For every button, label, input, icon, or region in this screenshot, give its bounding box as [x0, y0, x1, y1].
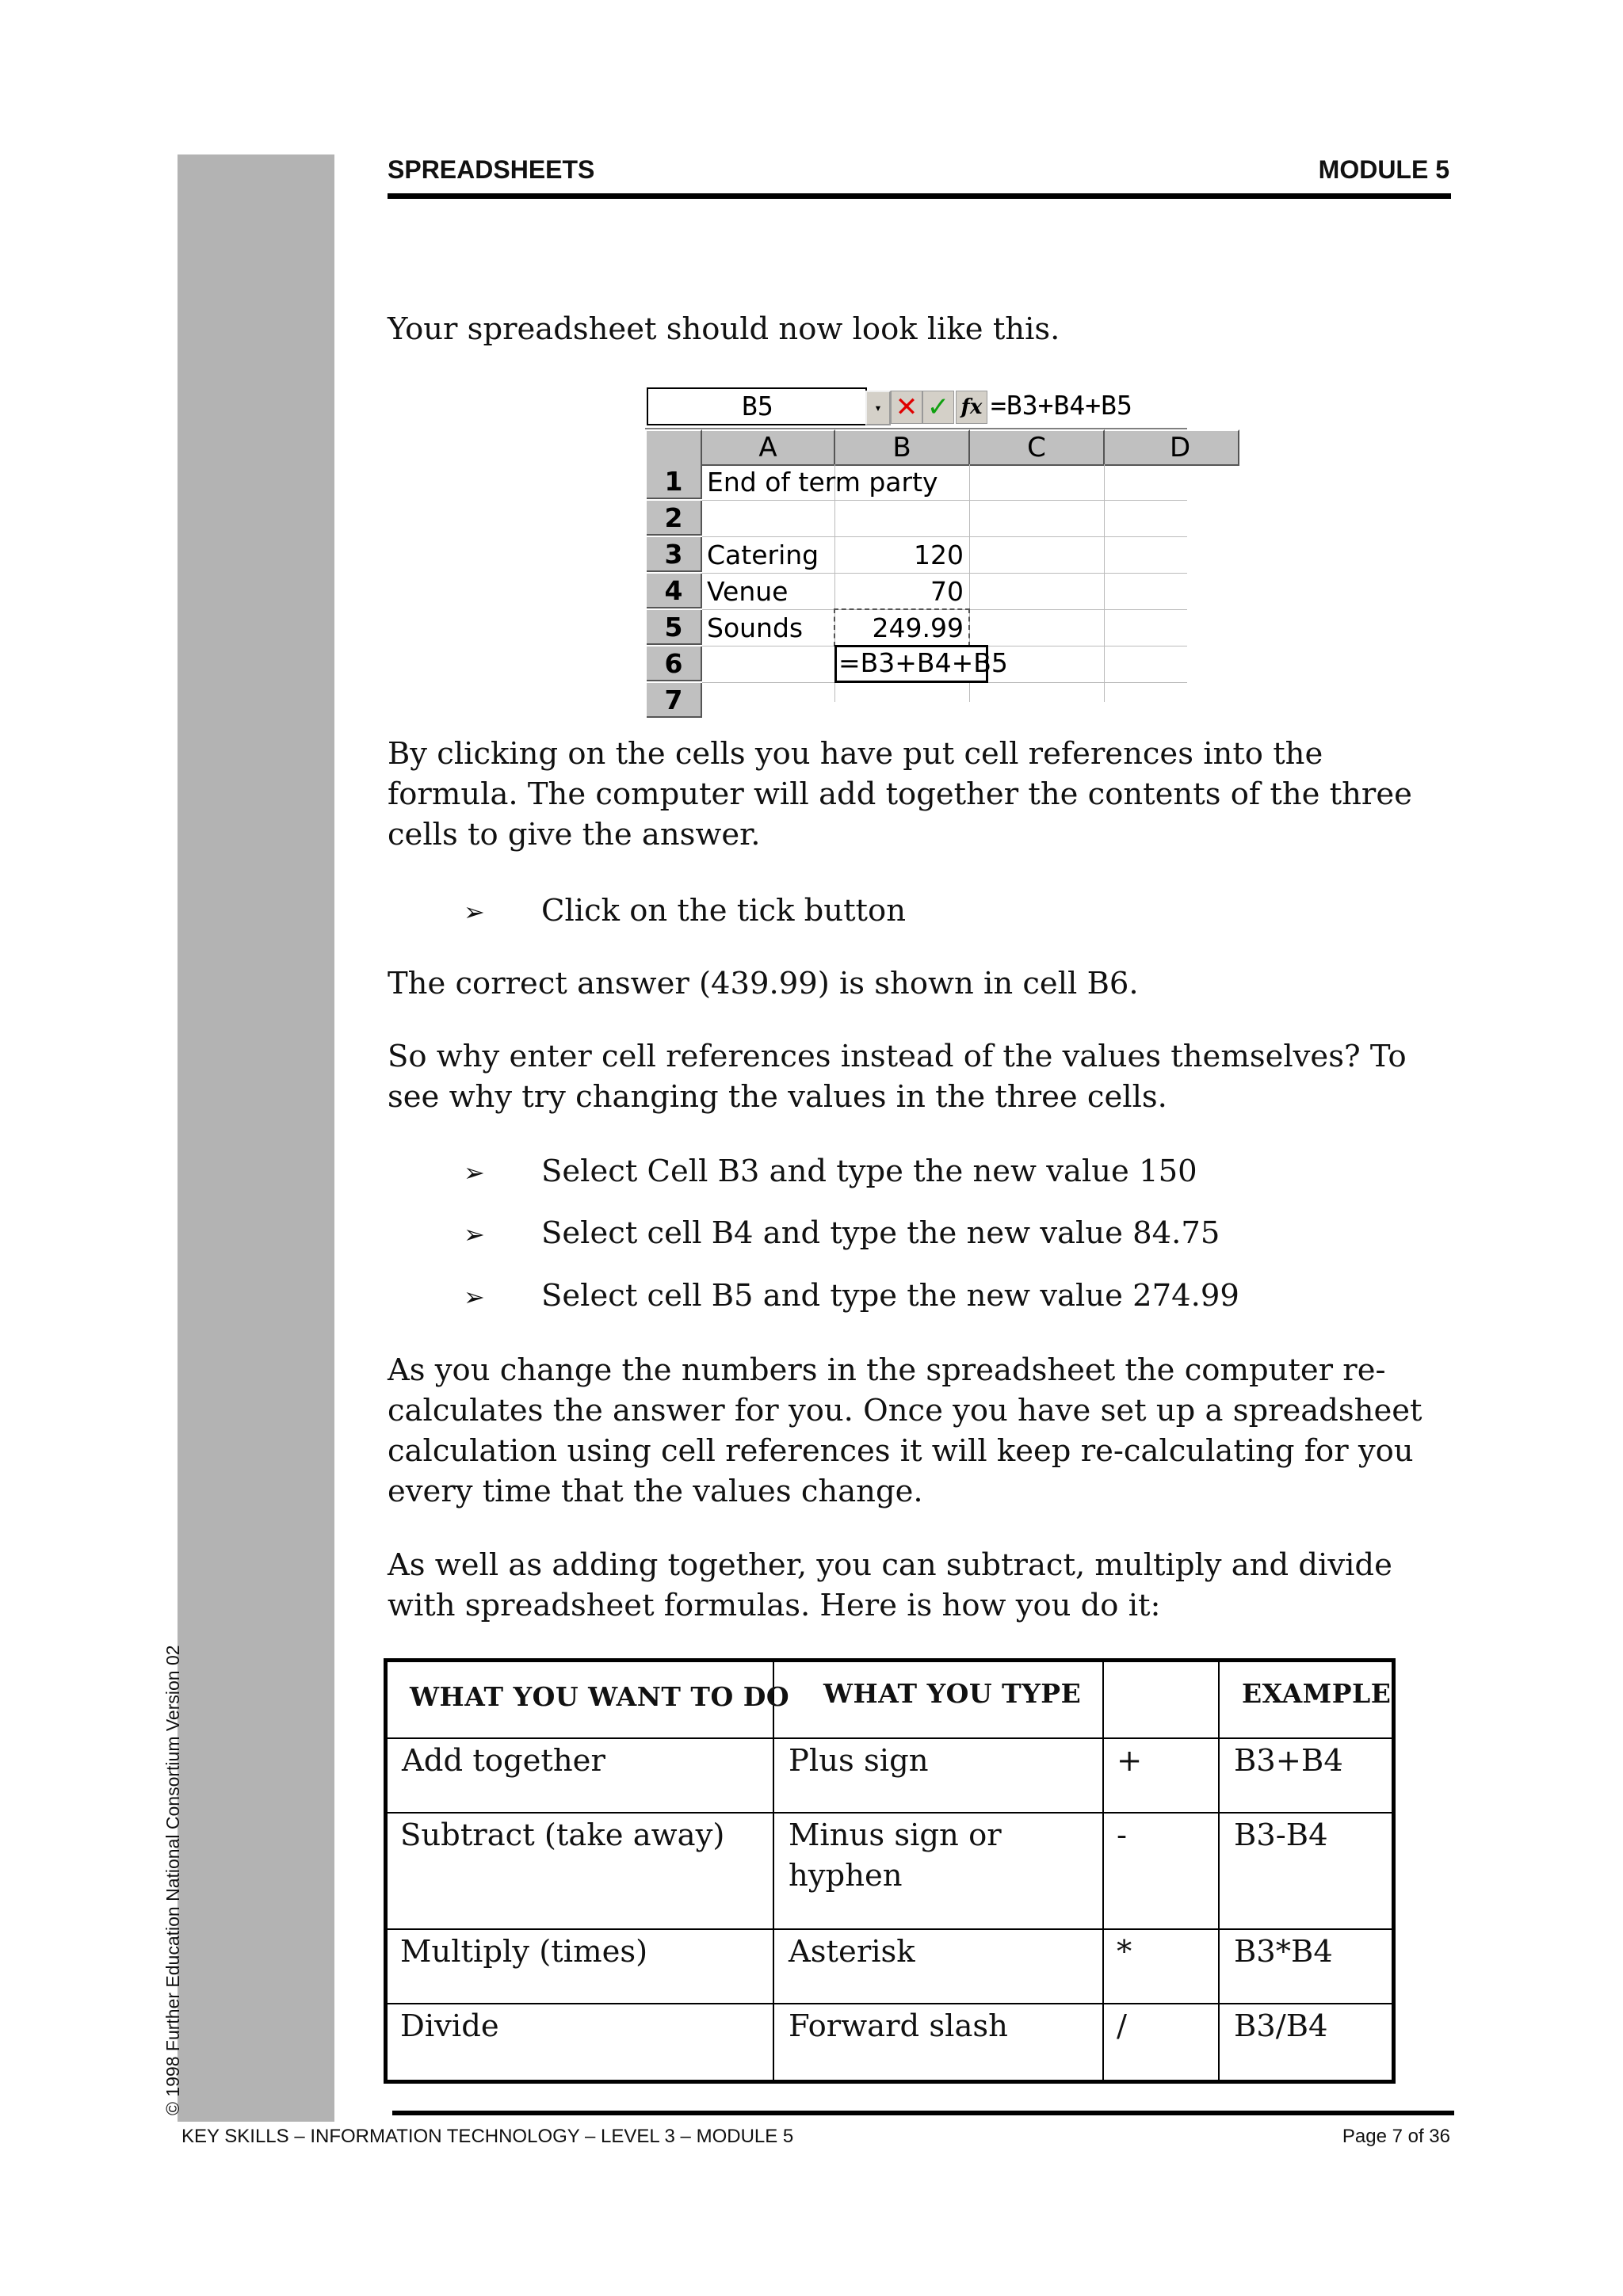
table-header-example: EXAMPLE — [1242, 1678, 1392, 1709]
table-rule — [773, 1662, 774, 2080]
table-cell: Add together — [402, 1743, 605, 1779]
table-cell: - — [1117, 1817, 1128, 1853]
column-header-b[interactable]: B — [835, 429, 970, 466]
intro-text: Your spreadsheet should now look like this. — [388, 311, 1060, 347]
cell-b3[interactable]: 120 — [914, 540, 964, 570]
tick-icon[interactable]: ✓ — [922, 391, 954, 424]
bullet-select-b5 — [464, 1276, 1239, 1318]
column-header-a[interactable]: A — [702, 429, 835, 466]
paragraph-why-references: So why enter cell references instead of the values themselves? To see why try changing the values in the three cells. — [388, 1039, 1407, 1115]
gridline — [1104, 464, 1105, 702]
table-header-task: WHAT YOU WANT TO DO — [410, 1681, 790, 1712]
copyright-notice: © 1998 Further Education National Consortium Version 02 — [162, 1645, 183, 2115]
sidebar-band — [178, 154, 334, 2122]
operations-table — [384, 1658, 1396, 2084]
chevron-down-icon[interactable]: ▾ — [865, 391, 891, 425]
name-box[interactable]: B5 — [647, 387, 867, 425]
table-rule — [1102, 1662, 1104, 2080]
row-header-1[interactable]: 1 — [647, 464, 702, 499]
row-header-2[interactable]: 2 — [647, 501, 702, 536]
footer-page-number: Page 7 of 36 — [1342, 2126, 1450, 2147]
table-cell: Asterisk — [789, 1934, 915, 1970]
arrow-bullet-icon: ➢ — [464, 1282, 485, 1312]
bullet-select-b3 — [464, 1151, 1197, 1193]
table-cell: B3-B4 — [1234, 1817, 1328, 1853]
table-cell: B3/B4 — [1234, 2008, 1328, 2044]
table-rule — [388, 1812, 1392, 1814]
table-rule — [388, 1737, 1392, 1739]
column-header-d[interactable]: D — [1105, 429, 1239, 466]
bullet-text: Select Cell B3 and type the new value 150 — [541, 1154, 1197, 1189]
paragraph-operations: As well as adding together, you can subtract, multiply and divide with spreadsheet formulas. Here is how you do it: — [388, 1547, 1392, 1623]
paragraph-cell-references: By clicking on the cells you have put cell references into the formula. The computer will add together the contents of the three cells to give the answer. — [388, 736, 1412, 852]
cell-b5[interactable]: 249.99 — [872, 612, 964, 643]
function-icon[interactable]: fx — [956, 391, 987, 424]
table-cell: * — [1117, 1934, 1132, 1970]
table-cell: Multiply (times) — [400, 1934, 648, 1970]
row-header-6[interactable]: 6 — [647, 646, 702, 681]
cell-a3[interactable]: Catering — [707, 540, 819, 570]
table-cell: Forward slash — [789, 2008, 1008, 2044]
table-header-type: WHAT YOU TYPE — [823, 1678, 1082, 1709]
footer-rule — [392, 2111, 1454, 2115]
bullet-text: Click on the tick button — [541, 893, 906, 929]
cell-b6[interactable]: =B3+B4+B5 — [838, 647, 1008, 678]
bullet-text: Select cell B5 and type the new value 274.99 — [541, 1278, 1239, 1314]
bullet-text: Select cell B4 and type the new value 84.75 — [541, 1215, 1220, 1251]
header-rule — [388, 193, 1451, 199]
table-cell: B3+B4 — [1234, 1743, 1343, 1779]
arrow-bullet-icon: ➢ — [464, 1158, 485, 1188]
table-rule — [388, 2003, 1392, 2004]
spreadsheet-screenshot — [645, 385, 1191, 715]
paragraph-recalculate: As you change the numbers in the spreadsheet the computer re-calculates the answer for you. Once you have set up a spreadsheet calculation using cell references it will keep re-calculating for you every time that the values change. — [388, 1352, 1423, 1509]
arrow-bullet-icon: ➢ — [464, 897, 485, 927]
cell-b4[interactable]: 70 — [930, 576, 964, 607]
page-header — [388, 155, 1449, 198]
table-cell: / — [1117, 2008, 1127, 2044]
header-title: SPREADSHEETS — [388, 155, 595, 184]
table-rule — [1218, 1662, 1220, 2080]
row-header-5[interactable]: 5 — [647, 610, 702, 645]
row-header-4[interactable]: 4 — [647, 574, 702, 608]
formula-bar — [645, 385, 1187, 429]
table-cell: Plus sign — [789, 1743, 929, 1779]
cancel-icon[interactable]: ✕ — [891, 391, 922, 424]
cell-a1[interactable]: End of term party — [707, 467, 938, 498]
table-rule — [388, 1928, 1392, 1930]
cell-a4[interactable]: Venue — [707, 576, 789, 607]
header-module: MODULE 5 — [1318, 155, 1449, 184]
table-cell: Minus sign or hyphen — [789, 1817, 1002, 1894]
row-header-7[interactable]: 7 — [647, 683, 702, 718]
paragraph-correct-answer: The correct answer (439.99) is shown in cell B6. — [388, 966, 1139, 1001]
table-cell: B3*B4 — [1234, 1934, 1333, 1970]
gridline — [702, 500, 1187, 501]
select-all-corner[interactable] — [647, 429, 702, 466]
arrow-bullet-icon: ➢ — [464, 1219, 485, 1249]
row-header-3[interactable]: 3 — [647, 537, 702, 572]
bullet-select-b4 — [464, 1213, 1220, 1255]
bullet-click-tick — [464, 891, 906, 933]
column-header-c[interactable]: C — [970, 429, 1105, 466]
table-cell: Divide — [400, 2008, 499, 2044]
formula-input[interactable]: =B3+B4+B5 — [991, 390, 1132, 421]
cell-a5[interactable]: Sounds — [707, 612, 804, 643]
table-cell: + — [1117, 1743, 1143, 1779]
table-cell: Subtract (take away) — [400, 1817, 725, 1853]
footer-course: KEY SKILLS – INFORMATION TECHNOLOGY – LEVEL 3 – MODULE 5 — [181, 2126, 794, 2147]
